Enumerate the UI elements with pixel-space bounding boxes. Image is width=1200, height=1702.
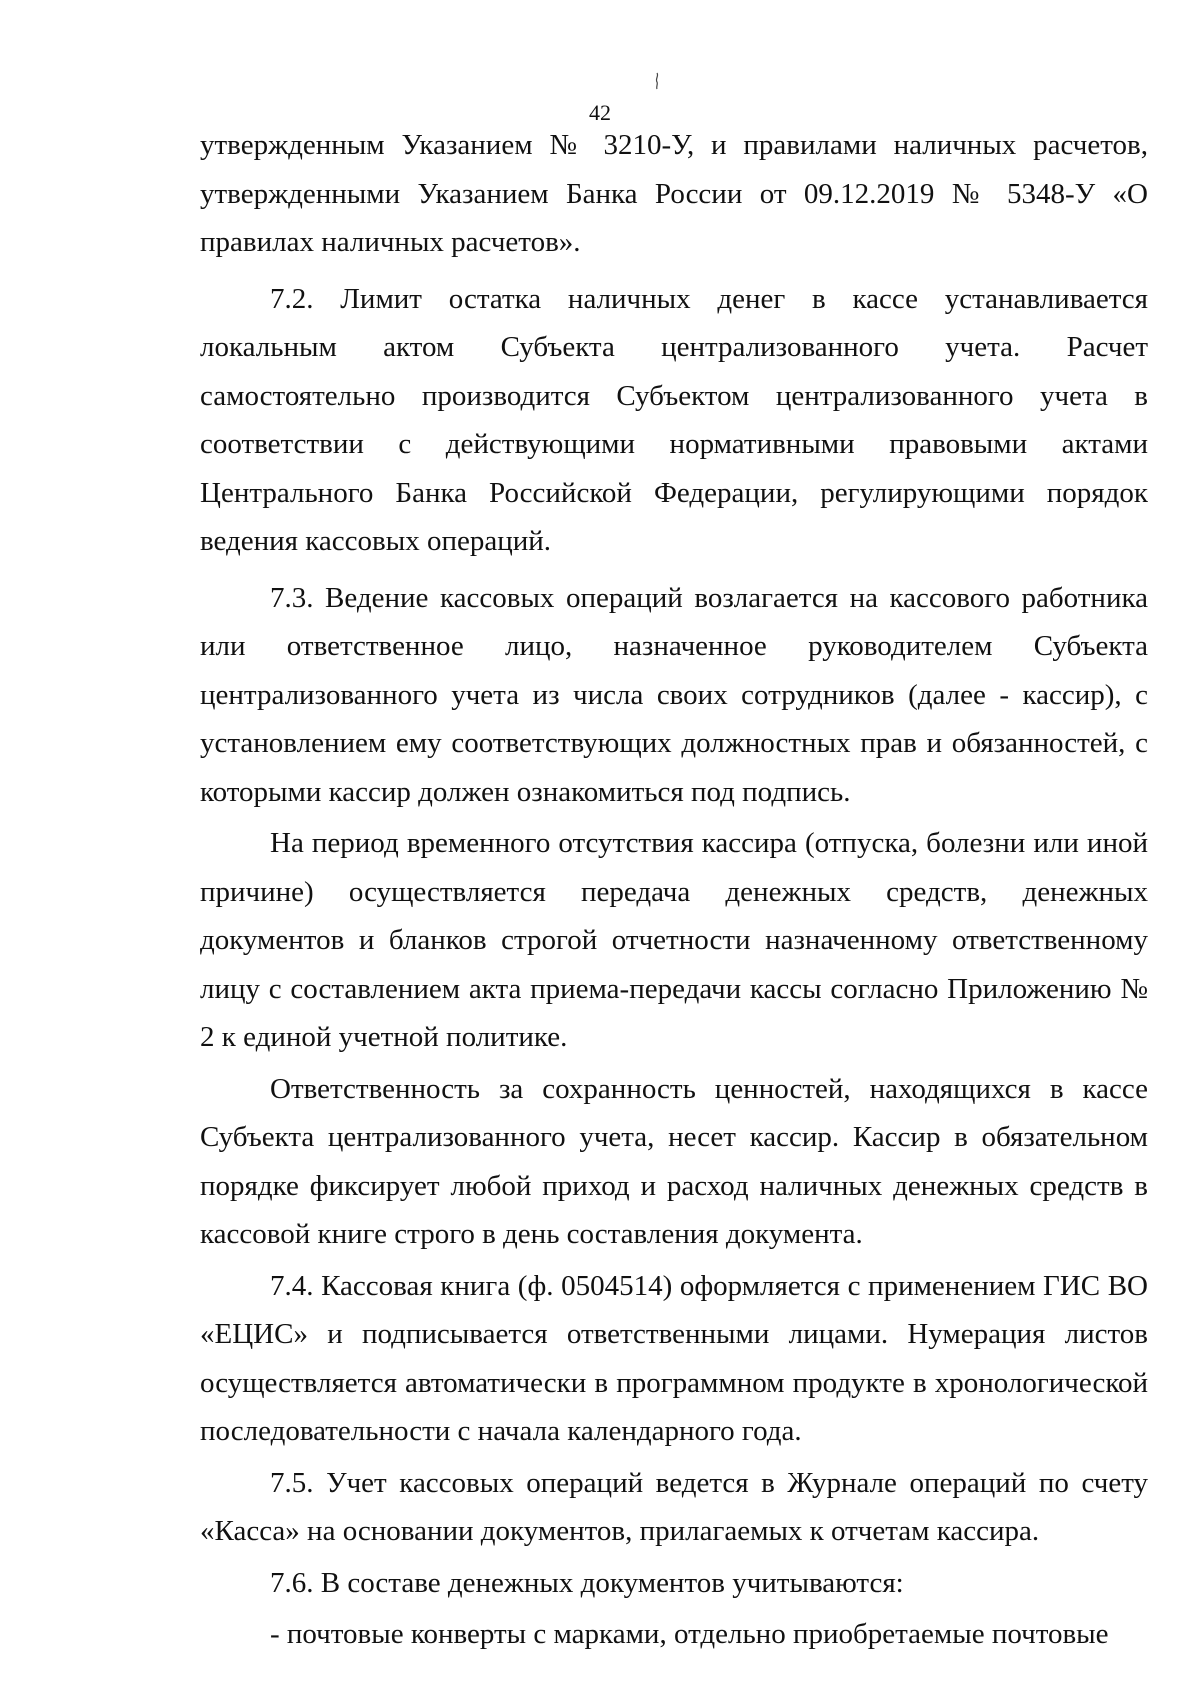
page-number: 42 — [589, 100, 611, 125]
scan-mark-glyph — [654, 72, 660, 90]
paragraph-cashier-absence: На период временного отсутствия кассира (отпуска, болезни или иной причине) осуществляется передача денежных средств, денежных документов и бланков строгой отчетности назначенному ответственному лицу с составлением акта приема-передачи кассы согласно Приложению № 2 к единой учетной политике. — [200, 827, 1148, 1053]
paragraph-cash-rules-continuation: утвержденным Указанием № 3210-У, и правилами наличных расчетов, утвержденными Указанием Банка России от 09.12.2019 № 5348-У «О правилах наличных расчетов». — [200, 129, 1148, 258]
scan-mark — [654, 72, 660, 90]
document-body — [200, 121, 1148, 1659]
paragraph-7-6-money-documents: 7.6. В составе денежных документов учитываются: — [270, 1566, 904, 1599]
paragraph-cashier-responsibility: Ответственность за сохранность ценностей, находящихся в кассе Субъекта централизованного учета, несет кассир. Кассир в обязательном порядке фиксирует любой приход и расход наличных денежных средств в кассовой книге строго в день составления документа. — [200, 1072, 1148, 1250]
paragraph-7-4-cash-book: 7.4. Кассовая книга (ф. 0504514) оформляется с применением ГИС ВО «ЕЦИС» и подписывается ответственными лицами. Нумерация листов осуществляется автоматически в программном продукте в хронологической последовательности с начала календарного года. — [200, 1269, 1148, 1447]
paragraph-7-2-cash-limit: 7.2. Лимит остатка наличных денег в кассе устанавливается локальным актом Субъекта централизованного учета. Расчет самостоятельно производится Субъектом централизованного учета в соответствии с действующими нормативными правовыми актами Центрального Банка Российской Федерации, регулирующими порядок ведения кассовых операций. — [200, 282, 1148, 557]
list-item-postal-envelopes: - почтовые конверты с марками, отдельно приобретаемые почтовые — [270, 1618, 1109, 1650]
paragraph-7-3-cashier: 7.3. Ведение кассовых операций возлагается на кассового работника или ответственное лицо, назначенное руководителем Субъекта централизованного учета из числа своих сотрудников (далее - кассир), с установлением ему соответствующих должностных прав и обязанностей, с которыми кассир должен ознакомиться под подпись. — [200, 581, 1148, 808]
paragraph-7-5-journal: 7.5. Учет кассовых операций ведется в Журнале операций по счету «Касса» на основании документов, прилагаемых к отчетам кассира. — [200, 1466, 1148, 1547]
